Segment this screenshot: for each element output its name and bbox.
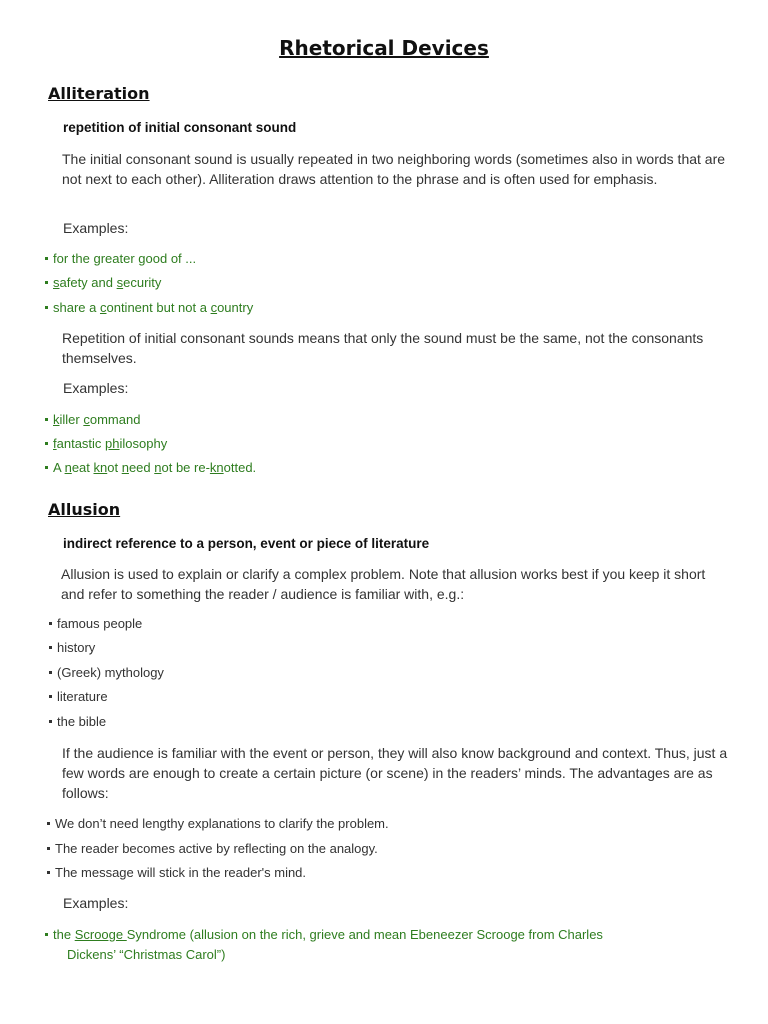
allusion-paragraph-1: Allusion is used to explain or clarify a complex problem. Note that allusion works best if you keep it short and refer to something the reader / audience is familiar with, e.g.: (61, 566, 706, 602)
alliteration-example-item: killer command (44, 411, 140, 429)
bullet-icon (47, 847, 50, 850)
section-heading-allusion: Allusion (48, 500, 121, 519)
page-title: Rhetorical Devices (279, 36, 489, 60)
bullet-icon (47, 822, 50, 825)
allusion-example-item: the Scrooge Syndrome (allusion on the rich, grieve and mean Ebeneezer Scrooge from Charles Dickens’ “Christmas Carol”) (44, 925, 724, 965)
alliteration-example-item: A neat knot need not be re-knotted. (44, 459, 256, 477)
alliteration-example-item: safety and security (44, 274, 161, 292)
advantage-list-item: We don’t need lengthy explanations to clarify the problem. (46, 815, 389, 833)
advantage-list-item: The reader becomes active by reflecting on the analogy. (46, 840, 378, 858)
bullet-icon (49, 695, 52, 698)
alliteration-definition: repetition of initial consonant sound (63, 120, 297, 135)
bullet-icon (45, 281, 48, 284)
allusion-list-item: (Greek) mythology (48, 664, 164, 682)
bullet-icon (45, 418, 48, 421)
bullet-icon (45, 257, 48, 260)
allusion-paragraph-2: If the audience is familiar with the event or person, they will also know background and context. Thus, just a few words are enough to create a certain picture (or scene) in the readers’ minds. The advantages are as follows: (62, 745, 728, 801)
bullet-icon (49, 646, 52, 649)
allusion-list-item: the bible (48, 713, 106, 731)
advantage-list-item: The message will stick in the reader's mind. (46, 864, 306, 882)
allusion-list-item: history (48, 639, 95, 657)
allusion-examples-label: Examples: (63, 895, 129, 911)
alliteration-example-item: share a continent but not a country (44, 299, 253, 317)
allusion-list-item: literature (48, 688, 108, 706)
alliteration-example-item: fantastic philosophy (44, 435, 167, 453)
alliteration-paragraph-2: Repetition of initial consonant sounds means that only the sound must be the same, not the consonants themselves. (62, 330, 704, 366)
alliteration-examples-label-1: Examples: (63, 220, 129, 236)
bullet-icon (49, 720, 52, 723)
bullet-icon (45, 306, 48, 309)
bullet-icon (49, 622, 52, 625)
allusion-list-item: famous people (48, 615, 142, 633)
section-heading-alliteration: Alliteration (48, 84, 150, 103)
alliteration-examples-label-2: Examples: (63, 380, 129, 396)
bullet-icon (45, 442, 48, 445)
bullet-icon (49, 671, 52, 674)
alliteration-paragraph-1: The initial consonant sound is usually repeated in two neighboring words (sometimes also in words that are not next to each other). Alliteration draws attention to the phrase and is often used for emphasis. (62, 151, 726, 187)
bullet-icon (47, 871, 50, 874)
bullet-icon (45, 933, 48, 936)
allusion-definition: indirect reference to a person, event or piece of literature (63, 536, 430, 551)
bullet-icon (45, 466, 48, 469)
alliteration-example-item: for the greater good of ... (44, 250, 196, 268)
